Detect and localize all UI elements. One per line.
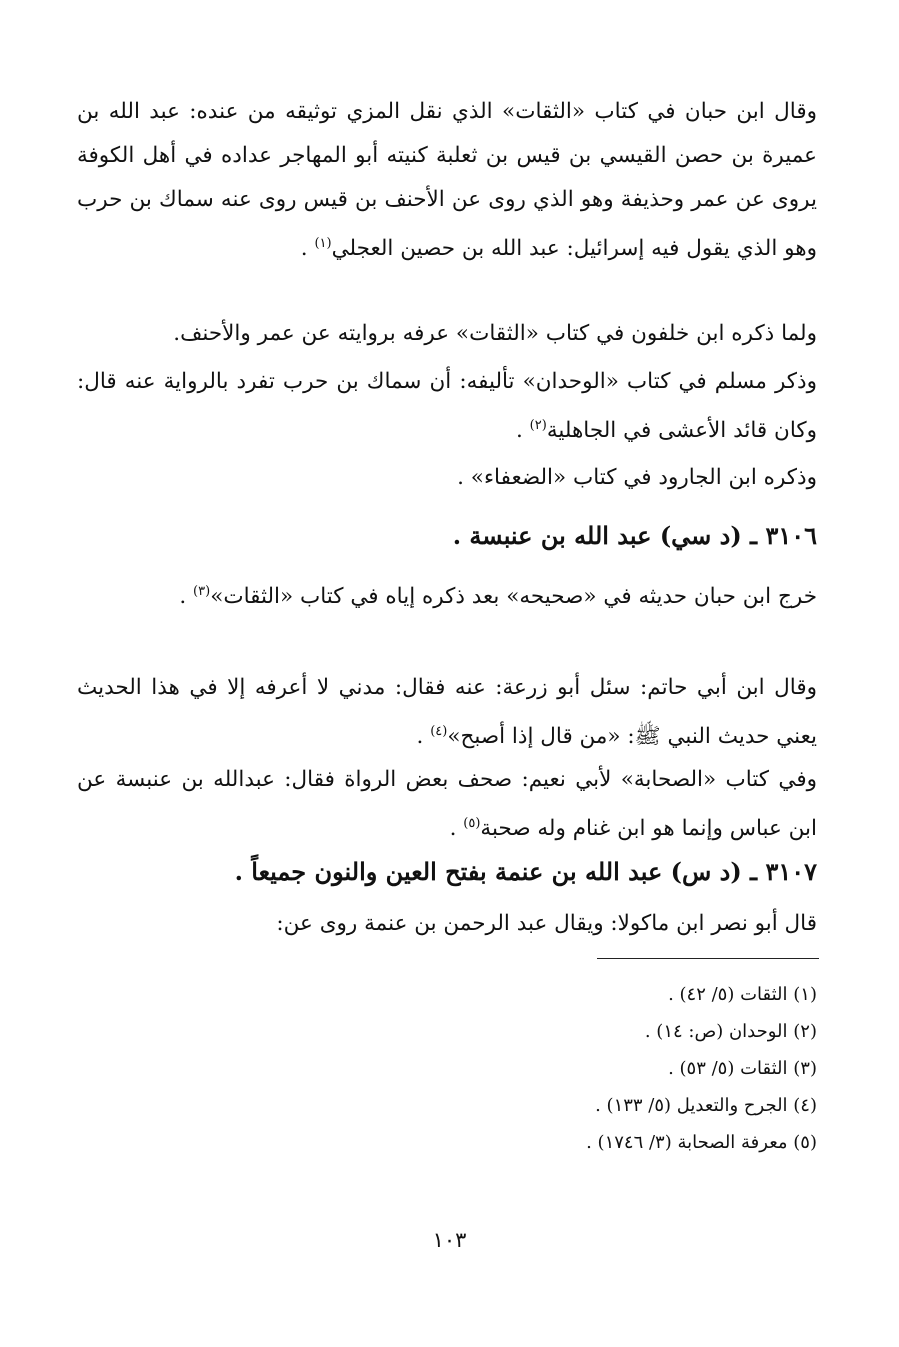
paragraph-text: ولما ذكره ابن خلفون في كتاب «الثقات» عرفه بروايته عن عمر والأحنف. xyxy=(173,321,817,346)
paragraph-text: وقال ابن أبي حاتم: سئل أبو زرعة: عنه فقال: مدني لا أعرفه إلا في هذا الحديث يعني حديث النبي ﷺ: «من قال إذا أصبح» xyxy=(77,675,817,750)
footnote-5: (٥) معرفة الصحابة (٣/ ١٧٤٦) . xyxy=(586,1132,817,1153)
page-number: ١٠٣ xyxy=(432,1228,467,1252)
paragraph-end: . xyxy=(300,236,315,262)
footnote-separator xyxy=(597,958,819,959)
footnotes xyxy=(77,976,817,1161)
paragraph-text: وذكر مسلم في كتاب «الوحدان» تأليفه: أن سماك بن حرب تفرد بالرواية عنه قال: وكان قائد الأعشى في الجاهلية xyxy=(77,369,817,444)
paragraph-text: وذكره ابن الجارود في كتاب «الضعفاء» . xyxy=(457,465,817,490)
footnote-ref[interactable]: (٢) xyxy=(529,418,547,433)
paragraph-end: . xyxy=(516,418,530,444)
paragraph-end: . xyxy=(449,816,464,842)
paragraph-muslim xyxy=(77,360,817,453)
paragraph-text: وقال ابن حبان في كتاب «الثقات» الذي نقل المزي توثيقه من عنده: عبد الله بن عميرة بن حصن القيسي بن قيس بن ثعلبة كنيته أبو المهاجر عداده في أهل الكوفة يروى عن عمر وحذيفة وهو الذي روى عن الأحنف بن قيس روى عنه سماك بن حرب وهو الذي يقول فيه إسرائيل: عبد الله بن حصين العجلي xyxy=(77,99,817,262)
paragraph-end: . xyxy=(179,584,194,610)
entry-heading-3107: ٣١٠٧ ـ (د س) عبد الله بن عنمة بفتح العين والنون جميعاً . xyxy=(234,857,817,886)
footnote-3: (٣) الثقات (٥/ ٥٣) . xyxy=(668,1058,817,1079)
paragraph-end: . xyxy=(416,724,431,750)
paragraph-ibn-khalfun xyxy=(77,312,817,356)
footnote-1: (١) الثقات (٥/ ٤٢) . xyxy=(668,984,817,1005)
paragraph-sahih xyxy=(77,570,817,619)
paragraph-ibn-makula: قال أبو نصر ابن ماكولا: ويقال عبد الرحمن بن عنمة روى عن: xyxy=(276,911,817,936)
paragraph-text: خرج ابن حبان حديثه في «صحيحه» بعد ذكره إياه في كتاب «الثقات» xyxy=(210,584,817,610)
footnote-4: (٤) الجرح والتعديل (٥/ ١٣٣) . xyxy=(595,1095,817,1116)
footnote-2: (٢) الوحدان (ص: ١٤) . xyxy=(644,1021,817,1042)
entry-heading-3106: ٣١٠٦ ـ (د سي) عبد الله بن عنبسة . xyxy=(452,521,817,550)
footnote-ref[interactable]: (٤) xyxy=(430,724,448,739)
paragraph-abu-zura xyxy=(77,666,817,759)
paragraph-ibn-jarud xyxy=(77,456,817,500)
footnote-ref[interactable]: (١) xyxy=(314,236,332,251)
footnote-ref[interactable]: (٣) xyxy=(193,584,211,599)
paragraph-text: وفي كتاب «الصحابة» لأبي نعيم: صحف بعض الرواة فقال: عبدالله بن عنبسة عن ابن عباس وإنما هو ابن غنام وله صحبة xyxy=(77,767,817,842)
paragraph-abu-nuaym xyxy=(77,758,817,851)
paragraph-ibn-hibban xyxy=(77,90,817,271)
footnote-ref[interactable]: (٥) xyxy=(463,816,481,831)
